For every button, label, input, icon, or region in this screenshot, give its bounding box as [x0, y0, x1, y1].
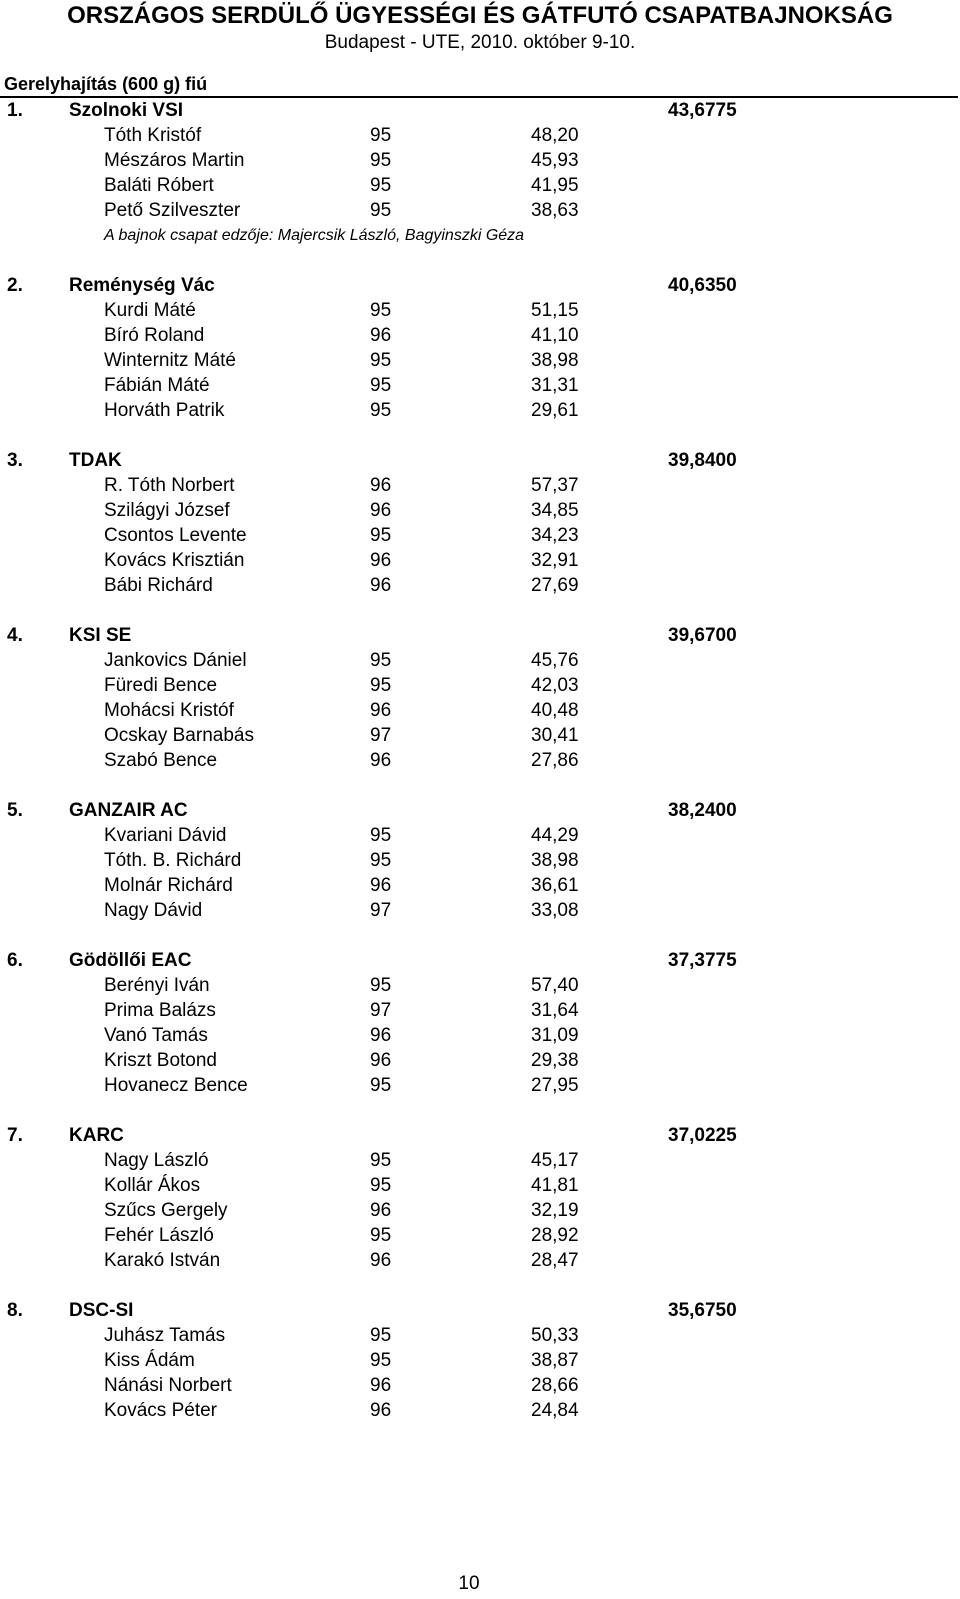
- throw-result: 27,86: [531, 750, 579, 771]
- athlete-name: Pető Szilveszter: [104, 200, 241, 221]
- birth-year: 96: [370, 1050, 392, 1071]
- team-block: [0, 948, 960, 1098]
- birth-year: 97: [370, 725, 392, 746]
- team-place: 7.: [7, 1125, 23, 1146]
- athlete-name: Jankovics Dániel: [104, 650, 247, 671]
- team-score: 39,8400: [668, 450, 737, 471]
- athlete-name: Fábián Máté: [104, 375, 210, 396]
- athlete-row: [0, 1148, 960, 1173]
- team-block: [0, 1123, 960, 1273]
- birth-year: 97: [370, 1000, 392, 1021]
- throw-result: 38,87: [531, 1350, 579, 1371]
- birth-year: 95: [370, 400, 392, 421]
- athlete-row: [0, 998, 960, 1023]
- athlete-name: Kurdi Máté: [104, 300, 196, 321]
- throw-result: 40,48: [531, 700, 579, 721]
- athlete-name: Molnár Richárd: [104, 875, 233, 896]
- athlete-row: [0, 148, 960, 173]
- athlete-row: [0, 498, 960, 523]
- team-name: GANZAIR AC: [69, 800, 188, 821]
- throw-result: 44,29: [531, 825, 579, 846]
- athlete-name: Szilágyi József: [104, 500, 230, 521]
- birth-year: 96: [370, 700, 392, 721]
- team-header: [0, 948, 960, 973]
- birth-year: 95: [370, 675, 392, 696]
- throw-result: 30,41: [531, 725, 579, 746]
- athlete-name: Horváth Patrik: [104, 400, 225, 421]
- athlete-row: [0, 823, 960, 848]
- team-name: KARC: [69, 1125, 124, 1146]
- birth-year: 95: [370, 1225, 392, 1246]
- birth-year: 96: [370, 475, 392, 496]
- team-place: 3.: [7, 450, 23, 471]
- athlete-name: Ocskay Barnabás: [104, 725, 254, 746]
- birth-year: 95: [370, 1075, 392, 1096]
- athlete-row: [0, 1398, 960, 1423]
- team-header: [0, 98, 960, 123]
- team-header: [0, 273, 960, 298]
- birth-year: 95: [370, 1350, 392, 1371]
- birth-year: 97: [370, 900, 392, 921]
- team-results-list: [0, 98, 960, 1448]
- athlete-row: [0, 1198, 960, 1223]
- athlete-row: [0, 1223, 960, 1248]
- athlete-name: Hovanecz Bence: [104, 1075, 248, 1096]
- athlete-row: [0, 1248, 960, 1273]
- athlete-name: Juhász Tamás: [104, 1325, 226, 1346]
- team-block: [0, 1298, 960, 1423]
- athlete-row: [0, 548, 960, 573]
- athlete-row: [0, 673, 960, 698]
- team-place: 4.: [7, 625, 23, 646]
- athlete-row: [0, 748, 960, 773]
- throw-result: 24,84: [531, 1400, 579, 1421]
- throw-result: 34,85: [531, 500, 579, 521]
- athlete-name: Karakó István: [104, 1250, 221, 1271]
- team-name: Reménység Vác: [69, 275, 215, 296]
- throw-result: 31,09: [531, 1025, 579, 1046]
- athlete-name: Kvariani Dávid: [104, 825, 227, 846]
- birth-year: 96: [370, 1025, 392, 1046]
- athlete-name: Bábi Richárd: [104, 575, 213, 596]
- throw-result: 45,76: [531, 650, 579, 671]
- throw-result: 41,81: [531, 1175, 579, 1196]
- team-score: 43,6775: [668, 100, 737, 121]
- team-place: 2.: [7, 275, 23, 296]
- athlete-row: [0, 173, 960, 198]
- birth-year: 95: [370, 650, 392, 671]
- throw-result: 57,37: [531, 475, 579, 496]
- throw-result: 28,66: [531, 1375, 579, 1396]
- athlete-name: Kovács Krisztián: [104, 550, 245, 571]
- team-place: 8.: [7, 1300, 23, 1321]
- throw-result: 41,95: [531, 175, 579, 196]
- athlete-name: Fehér László: [104, 1225, 214, 1246]
- athlete-name: Vanó Tamás: [104, 1025, 208, 1046]
- throw-result: 29,38: [531, 1050, 579, 1071]
- page-number: 10: [458, 1573, 480, 1594]
- athlete-name: Kiss Ádám: [104, 1350, 195, 1371]
- team-block: [0, 98, 960, 248]
- event-name: Gerelyhajítás (600 g) fiú: [4, 74, 208, 94]
- throw-result: 42,03: [531, 675, 579, 696]
- birth-year: 95: [370, 150, 392, 171]
- throw-result: 32,19: [531, 1200, 579, 1221]
- athlete-row: [0, 298, 960, 323]
- athlete-name: Prima Balázs: [104, 1000, 216, 1021]
- athlete-name: Kollár Ákos: [104, 1175, 201, 1196]
- throw-result: 28,47: [531, 1250, 579, 1271]
- athlete-row: [0, 648, 960, 673]
- birth-year: 95: [370, 300, 392, 321]
- throw-result: 38,98: [531, 350, 579, 371]
- team-block: [0, 273, 960, 423]
- birth-year: 96: [370, 575, 392, 596]
- athlete-row: [0, 1323, 960, 1348]
- team-header: [0, 1298, 960, 1323]
- birth-year: 96: [370, 500, 392, 521]
- team-block: [0, 448, 960, 598]
- team-place: 5.: [7, 800, 23, 821]
- throw-result: 33,08: [531, 900, 579, 921]
- athlete-row: [0, 973, 960, 998]
- athlete-name: Füredi Bence: [104, 675, 218, 696]
- birth-year: 95: [370, 825, 392, 846]
- team-block: [0, 623, 960, 773]
- team-score: 40,6350: [668, 275, 737, 296]
- athlete-row: [0, 1048, 960, 1073]
- birth-year: 96: [370, 1400, 392, 1421]
- team-place: 6.: [7, 950, 23, 971]
- athlete-row: [0, 723, 960, 748]
- team-score: 37,3775: [668, 950, 737, 971]
- athlete-name: Tóth Kristóf: [104, 125, 202, 146]
- athlete-name: Szűcs Gergely: [104, 1200, 228, 1221]
- team-block: [0, 798, 960, 923]
- athlete-row: [0, 573, 960, 598]
- athlete-name: Baláti Róbert: [104, 175, 214, 196]
- page-title: ORSZÁGOS SERDÜLŐ ÜGYESSÉGI ÉS GÁTFUTÓ CSAPATBAJNOKSÁG: [67, 2, 893, 29]
- birth-year: 95: [370, 125, 392, 146]
- throw-result: 31,64: [531, 1000, 579, 1021]
- throw-result: 29,61: [531, 400, 579, 421]
- athlete-row: [0, 198, 960, 223]
- throw-result: 32,91: [531, 550, 579, 571]
- birth-year: 96: [370, 1200, 392, 1221]
- birth-year: 96: [370, 550, 392, 571]
- team-name: KSI SE: [69, 625, 132, 646]
- team-name: Gödöllői EAC: [69, 950, 192, 971]
- athlete-row: [0, 398, 960, 423]
- throw-result: 45,17: [531, 1150, 579, 1171]
- athlete-row: [0, 473, 960, 498]
- birth-year: 96: [370, 325, 392, 346]
- athlete-row: [0, 898, 960, 923]
- birth-year: 95: [370, 975, 392, 996]
- athlete-name: Csontos Levente: [104, 525, 247, 546]
- athlete-name: Mészáros Martin: [104, 150, 245, 171]
- birth-year: 96: [370, 1375, 392, 1396]
- birth-year: 95: [370, 1325, 392, 1346]
- throw-result: 51,15: [531, 300, 579, 321]
- throw-result: 34,23: [531, 525, 579, 546]
- athlete-name: R. Tóth Norbert: [104, 475, 235, 496]
- athlete-row: [0, 123, 960, 148]
- throw-result: 31,31: [531, 375, 579, 396]
- birth-year: 96: [370, 1250, 392, 1271]
- coach-note: A bajnok csapat edzője: Majercsik László, Bagyinszki Géza: [104, 227, 525, 244]
- birth-year: 95: [370, 350, 392, 371]
- team-header: [0, 448, 960, 473]
- athlete-row: [0, 1173, 960, 1198]
- throw-result: 45,93: [531, 150, 579, 171]
- birth-year: 95: [370, 175, 392, 196]
- athlete-row: [0, 373, 960, 398]
- athlete-row: [0, 348, 960, 373]
- throw-result: 50,33: [531, 1325, 579, 1346]
- athlete-name: Kovács Péter: [104, 1400, 217, 1421]
- birth-year: 95: [370, 850, 392, 871]
- athlete-name: Tóth. B. Richárd: [104, 850, 242, 871]
- throw-result: 41,10: [531, 325, 579, 346]
- team-score: 39,6700: [668, 625, 737, 646]
- athlete-row: [0, 848, 960, 873]
- birth-year: 95: [370, 1150, 392, 1171]
- birth-year: 95: [370, 1175, 392, 1196]
- throw-result: 57,40: [531, 975, 579, 996]
- athlete-name: Bíró Roland: [104, 325, 205, 346]
- athlete-row: [0, 873, 960, 898]
- event-venue-date: Budapest - UTE, 2010. október 9-10.: [324, 32, 636, 53]
- athlete-row: [0, 323, 960, 348]
- athlete-row: [0, 1023, 960, 1048]
- team-header: [0, 623, 960, 648]
- team-name: TDAK: [69, 450, 122, 471]
- birth-year: 95: [370, 525, 392, 546]
- throw-result: 27,95: [531, 1075, 579, 1096]
- team-header: [0, 1123, 960, 1148]
- throw-result: 38,98: [531, 850, 579, 871]
- athlete-name: Winternitz Máté: [104, 350, 236, 371]
- athlete-name: Szabó Bence: [104, 750, 218, 771]
- throw-result: 27,69: [531, 575, 579, 596]
- athlete-row: [0, 1348, 960, 1373]
- throw-result: 28,92: [531, 1225, 579, 1246]
- athlete-row: [0, 1373, 960, 1398]
- team-name: Szolnoki VSI: [69, 100, 184, 121]
- athlete-row: [0, 698, 960, 723]
- throw-result: 36,61: [531, 875, 579, 896]
- team-score: 38,2400: [668, 800, 737, 821]
- athlete-name: Berényi Iván: [104, 975, 210, 996]
- athlete-row: [0, 1073, 960, 1098]
- birth-year: 96: [370, 875, 392, 896]
- birth-year: 96: [370, 750, 392, 771]
- athlete-name: Nagy Dávid: [104, 900, 203, 921]
- athlete-name: Kriszt Botond: [104, 1050, 217, 1071]
- team-place: 1.: [7, 100, 23, 121]
- athlete-name: Nagy László: [104, 1150, 209, 1171]
- athlete-name: Nánási Norbert: [104, 1375, 232, 1396]
- birth-year: 95: [370, 200, 392, 221]
- team-name: DSC-SI: [69, 1300, 134, 1321]
- team-score: 37,0225: [668, 1125, 737, 1146]
- throw-result: 48,20: [531, 125, 579, 146]
- team-score: 35,6750: [668, 1300, 737, 1321]
- athlete-name: Mohácsi Kristóf: [104, 700, 234, 721]
- athlete-row: [0, 523, 960, 548]
- team-header: [0, 798, 960, 823]
- birth-year: 95: [370, 375, 392, 396]
- throw-result: 38,63: [531, 200, 579, 221]
